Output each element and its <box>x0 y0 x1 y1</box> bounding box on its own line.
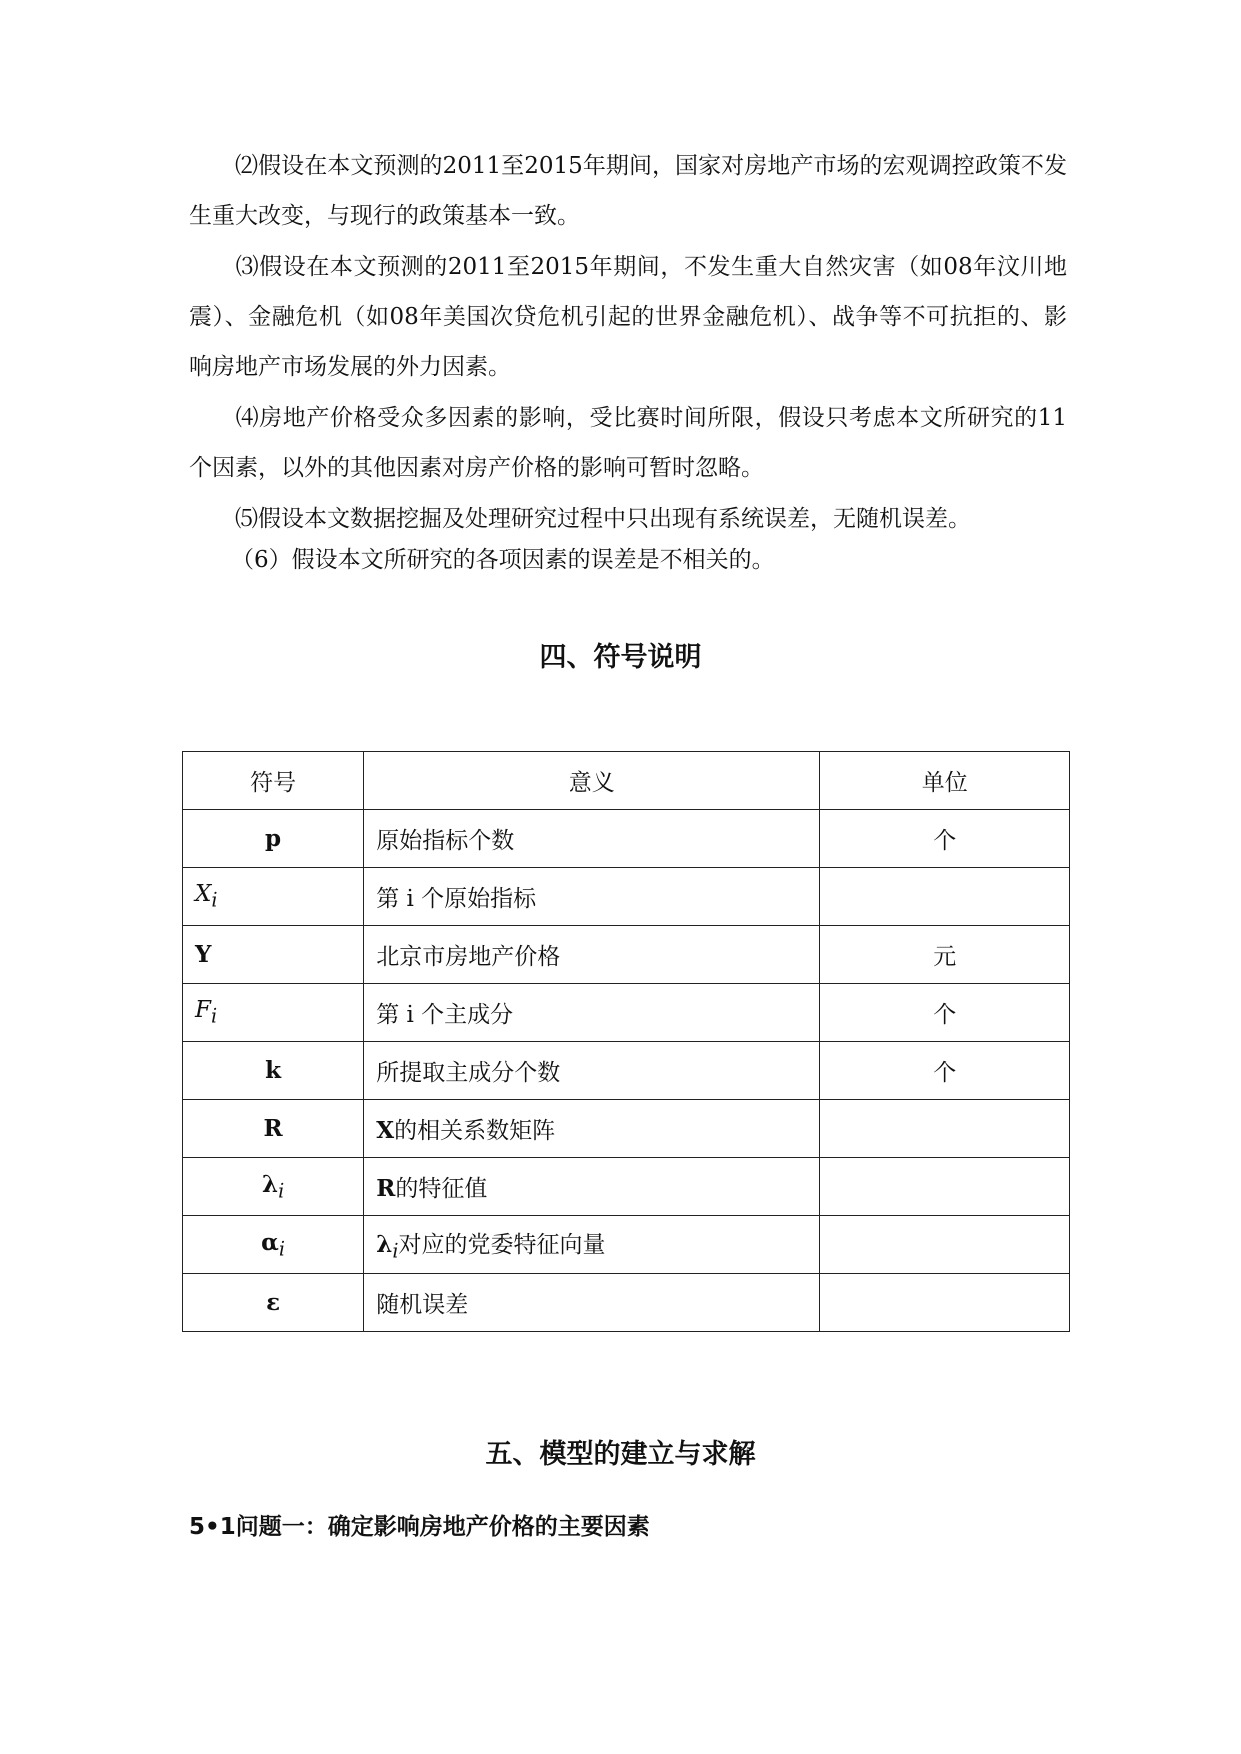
table-row <box>183 1100 1070 1158</box>
symbol-text: Y <box>195 941 212 968</box>
assumption-6-text: （6）假设本文所研究的各项因素的误差是不相关的。 <box>231 547 775 573</box>
assumption-3-text: ⑶假设在本文预测的2011至2015年期间，不发生重大自然灾害（如08年汶川地震）、金融危机（如08年美国次贷危机引起的世界金融危机）、战争等不可抗拒的、影响房地产市场发展的外力因素。 <box>189 254 1067 380</box>
meaning-cell <box>364 1274 820 1332</box>
meaning-cell <box>364 1158 820 1216</box>
header-meaning: 意义 <box>364 752 820 810</box>
unit-cell <box>820 1216 1070 1274</box>
symbol-cell <box>183 1274 364 1332</box>
table-row <box>183 868 1070 926</box>
symbol-subscript: i <box>210 1004 218 1028</box>
meaning-text: 北京市房地产价格 <box>376 944 561 970</box>
table-header-row <box>183 752 1070 810</box>
meaning-text: 第 i 个主成分 <box>376 1002 514 1028</box>
symbol-cell <box>183 1158 364 1216</box>
meaning-cell <box>364 984 820 1042</box>
meaning-text: 随机误差 <box>376 1292 469 1318</box>
unit-cell: 元 <box>820 926 1070 984</box>
symbol-text: X <box>195 881 212 908</box>
assumption-4 <box>189 393 1067 493</box>
meaning-cell <box>364 926 820 984</box>
table-row <box>183 810 1070 868</box>
table-row <box>183 1216 1070 1274</box>
meaning-cell <box>364 1042 820 1100</box>
assumption-2-text: ⑵假设在本文预测的2011至2015年期间，国家对房地产市场的宏观调控政策不发生重大改变，与现行的政策基本一致。 <box>189 153 1067 229</box>
meaning-symbol-subscript: i <box>392 1239 399 1263</box>
assumption-4-text: ⑷房地产价格受众多因素的影响，受比赛时间所限，假设只考虑本文所研究的11个因素，以外的其他因素对房产价格的影响可暂时忽略。 <box>189 405 1067 481</box>
symbol-text: λ <box>261 1170 279 1198</box>
assumption-5-text: ⑸假设本文数据挖掘及处理研究过程中只出现有系统误差，无随机误差。 <box>235 506 971 532</box>
section-5-1-title: 5•1问题一：确定影响房地产价格的主要因素 <box>189 1514 650 1540</box>
table-row <box>183 926 1070 984</box>
meaning-text: 的特征值 <box>395 1176 488 1202</box>
assumption-6 <box>189 535 1067 585</box>
unit-cell: 个 <box>820 984 1070 1042</box>
meaning-text: 所提取主成分个数 <box>376 1060 561 1086</box>
section-5-title: 五、模型的建立与求解 <box>485 1439 756 1470</box>
meaning-cell <box>364 1216 820 1274</box>
symbol-text: k <box>265 1057 282 1084</box>
assumption-3 <box>189 242 1067 392</box>
table-body <box>183 810 1070 1332</box>
meaning-symbol: λ <box>376 1231 393 1259</box>
symbol-cell <box>183 810 364 868</box>
meaning-cell <box>364 810 820 868</box>
meaning-cell <box>364 868 820 926</box>
unit-cell: 个 <box>820 1042 1070 1100</box>
section-4-title: 四、符号说明 <box>539 642 702 673</box>
symbol-text: α <box>261 1228 279 1256</box>
symbol-text: R <box>263 1115 283 1142</box>
symbol-cell <box>183 868 364 926</box>
symbol-subscript: i <box>278 1179 285 1203</box>
table-row <box>183 984 1070 1042</box>
symbol-cell <box>183 984 364 1042</box>
unit-cell <box>820 1100 1070 1158</box>
meaning-symbol: X <box>376 1117 395 1144</box>
table-row <box>183 1274 1070 1332</box>
assumption-2 <box>189 141 1067 241</box>
unit-cell <box>820 1274 1070 1332</box>
symbol-text: ε <box>266 1289 281 1316</box>
symbol-cell <box>183 926 364 984</box>
table-row <box>183 1158 1070 1216</box>
meaning-text: 对应的党委特征向量 <box>398 1232 606 1259</box>
symbol-table <box>182 751 1070 1332</box>
meaning-symbol: R <box>376 1175 396 1202</box>
meaning-cell <box>364 1100 820 1158</box>
meaning-text: 的相关系数矩阵 <box>394 1118 556 1144</box>
meaning-text: 第 i 个原始指标 <box>376 886 537 912</box>
unit-cell: 个 <box>820 810 1070 868</box>
symbol-subscript: i <box>278 1237 286 1261</box>
header-symbol: 符号 <box>183 752 364 810</box>
meaning-text: 原始指标个数 <box>376 828 515 854</box>
symbol-text: p <box>265 825 282 852</box>
symbol-cell <box>183 1100 364 1158</box>
unit-cell <box>820 1158 1070 1216</box>
table-row <box>183 1042 1070 1100</box>
symbol-cell <box>183 1042 364 1100</box>
unit-cell <box>820 868 1070 926</box>
symbol-text: F <box>195 997 211 1024</box>
symbol-cell <box>183 1216 364 1274</box>
header-unit: 单位 <box>820 752 1070 810</box>
symbol-subscript: i <box>211 888 218 912</box>
